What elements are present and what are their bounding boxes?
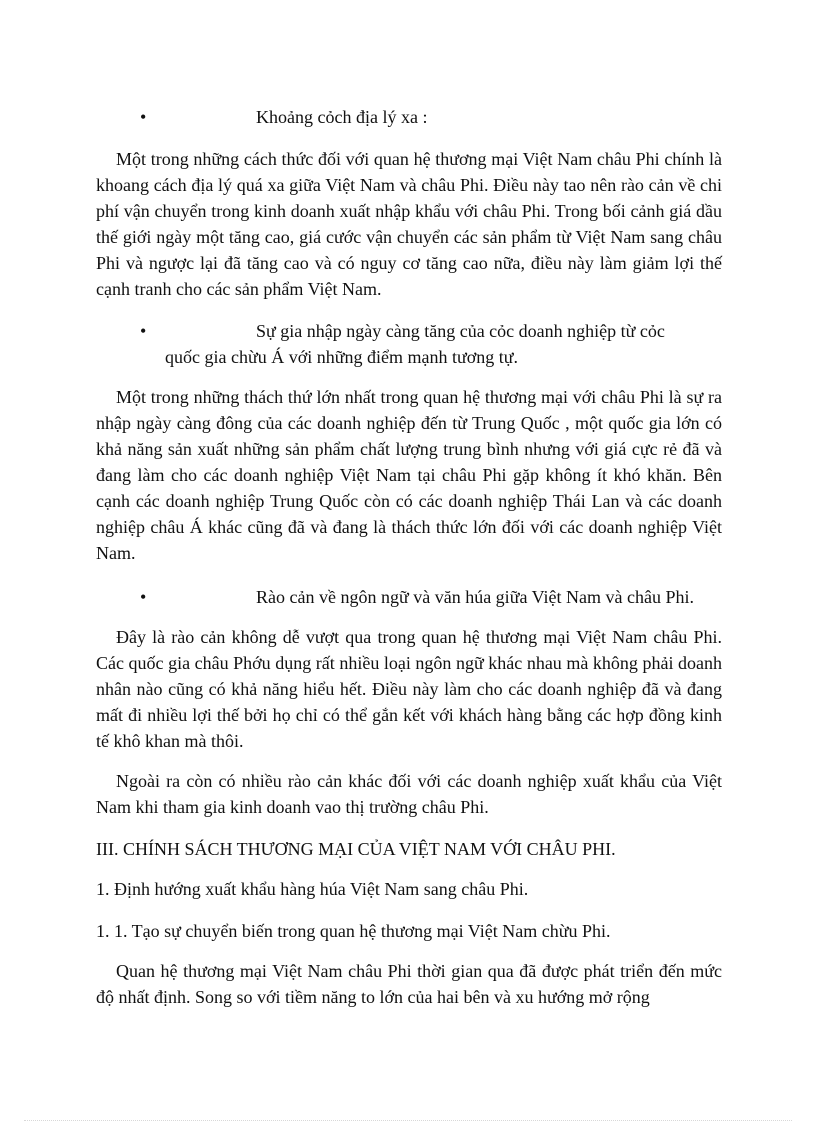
paragraph-other-barriers: Ngoài ra còn có nhiều rào cản khác đối với các doanh nghiệp xuất khẩu của Việt Nam khi tham gia kinh doanh vao thị trường châu Phi. (96, 771, 722, 817)
page-bottom-border (24, 1120, 792, 1121)
paragraph-distance: Một trong những cách thức đối với quan hệ thương mại Việt Nam châu Phi chính là khoang cách địa lý quá xa giữa Việt Nam và châu Phi. Điều này tao nên rào cản về chi phí vận chuyển trong kinh doanh xuất nhập khẩu với châu Phi. Trong bối cảnh giá dầu thế giới ngày một tăng cao, giá cước vận chuyển các sản phẩm từ Việt Nam sang châu Phi và ngược lại đã tăng cao và có nguy cơ tăng cao nữa, điều này làm giảm lợi thế cạnh tranh cho các sản phẩm Việt Nam. (96, 149, 722, 299)
subsection-heading-export-direction: 1. Định hướng xuất khẩu hàng húa Việt Nam sang châu Phi. (96, 879, 529, 899)
section-heading-trade-policy: III. CHÍNH SÁCH THƯƠNG MẠI CỦA VIỆT NAM VỚI CHÂU PHI. (96, 839, 616, 859)
paragraph-trade-relations: Quan hệ thương mại Việt Nam châu Phi thời gian qua đã được phát triển đến mức độ nhất định. Song so với tiềm năng to lớn của hai bên và xu hướng mở rộng (96, 961, 722, 1007)
bullet-icon: • (140, 321, 147, 341)
paragraph-language: Đây là rào cản không dễ vượt qua trong quan hệ thương mại Việt Nam châu Phi. Các quốc gia châu Phớu dụng rất nhiều loại ngôn ngữ khác nhau mà không phải doanh nhân nào cũng có khả năng hiểu hết. Điều này làm cho các doanh nghiệp đã và đang mất đi nhiều lợi thế bởi họ chỉ có thể gắn kết với khách hàng bằng các hợp đồng kinh tế khô khan mà thôi. (96, 627, 722, 751)
bullet-icon: • (140, 587, 147, 607)
bullet-text-distance: Khoảng cỏch địa lý xa : (256, 107, 428, 127)
paragraph-competition: Một trong những thách thứ lớn nhất trong quan hệ thương mại với châu Phi là sự ra nhập ngày càng đông của các doanh nghiệp đến từ Trung Quốc , một quốc gia lớn có khả năng sản xuất những sản phẩm chất lượng trung bình nhưng với giá cực rẻ đã và đang làm cho các doanh nghiệp Việt Nam tại châu Phi gặp không ít khó khăn. Bên cạnh các doanh nghiệp Trung Quốc còn có các doanh nghiệp Thái Lan và các doanh nghiệp châu Á khác cũng đã và đang là thách thức lớn đối với các doanh nghiệp Việt Nam. (96, 387, 722, 563)
bullet-item-language (140, 584, 740, 610)
bullet-text-competition-line1: Sự gia nhập ngày càng tăng của cỏc doanh nghiệp từ cỏc (256, 321, 665, 341)
bullet-item-distance (140, 104, 740, 130)
bullet-text-competition-line2: quốc gia chừu Á với những điểm mạnh tương tự. (165, 347, 519, 367)
bullet-text-language: Rào cản về ngôn ngữ và văn húa giữa Việt Nam và châu Phi. (256, 587, 694, 607)
subsection-heading-trade-transformation: 1. 1. Tạo sự chuyển biến trong quan hệ thương mại Việt Nam chừu Phi. (96, 921, 611, 941)
bullet-icon: • (140, 107, 147, 127)
bullet-item-competition (140, 318, 740, 370)
